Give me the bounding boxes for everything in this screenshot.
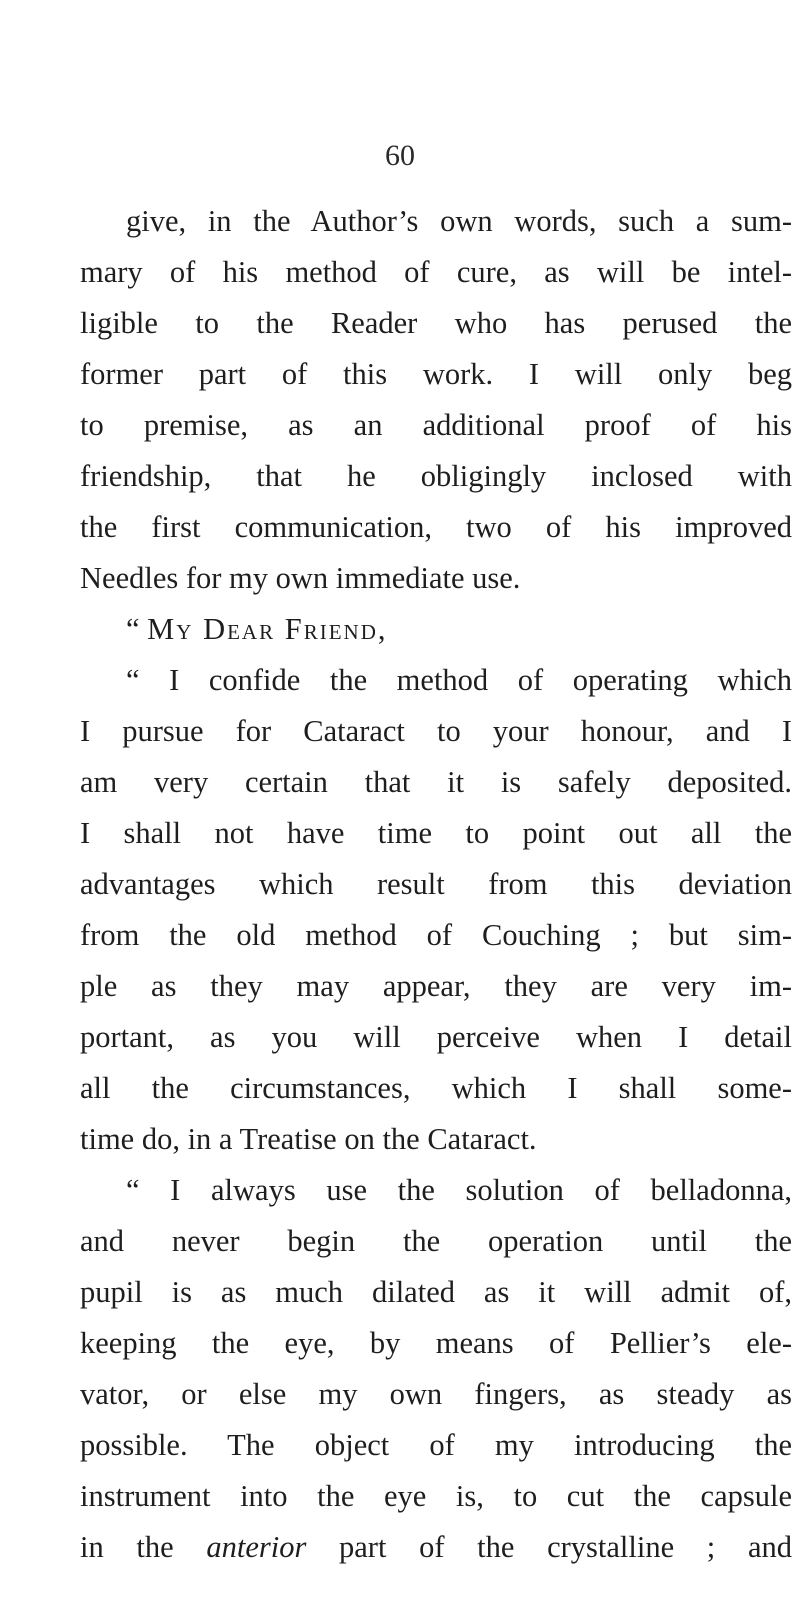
text-line: mary of his method of cure, as will be intel- bbox=[80, 255, 792, 289]
text-line: advantages which result from this deviation bbox=[80, 867, 792, 901]
text-line: time do, in a Treatise on the Cataract. bbox=[80, 1122, 537, 1156]
text-line: pupil is as much dilated as it will admit of, bbox=[80, 1275, 792, 1309]
text-line: and never begin the operation until the bbox=[80, 1224, 792, 1258]
page-number: 60 bbox=[385, 139, 415, 172]
text-line: give, in the Author’s own words, such a sum- bbox=[126, 204, 792, 238]
text-line: vator, or else my own fingers, as steady as bbox=[80, 1377, 792, 1411]
salutation-text: My Dear Friend, bbox=[147, 612, 388, 646]
text-line: am very certain that it is safely deposited. bbox=[80, 765, 792, 799]
text-line: possible. The object of my introducing the bbox=[80, 1428, 792, 1462]
text-line: instrument into the eye is, to cut the capsule bbox=[80, 1479, 792, 1513]
text-line: “ I confide the method of operating which bbox=[126, 663, 792, 697]
italic-word: anterior bbox=[206, 1530, 307, 1564]
text-line: ligible to the Reader who has perused the bbox=[80, 306, 792, 340]
text-line: the first communication, two of his improved bbox=[80, 510, 792, 544]
text-line: from the old method of Couching ; but sim- bbox=[80, 918, 792, 952]
text-fragment: in the bbox=[80, 1530, 207, 1564]
letter-salutation bbox=[80, 604, 792, 655]
text-fragment: part of the crystalline ; and bbox=[306, 1530, 792, 1564]
text-line: I pursue for Cataract to your honour, and I bbox=[80, 714, 792, 748]
text-line: portant, as you will perceive when I detail bbox=[80, 1020, 792, 1054]
text-line: keeping the eye, by means of Pellier’s ele- bbox=[80, 1326, 792, 1360]
text-line bbox=[80, 1522, 792, 1573]
text-line: to premise, as an additional proof of his bbox=[80, 408, 792, 442]
text-line: Needles for my own immediate use. bbox=[80, 561, 521, 595]
body-text bbox=[80, 196, 792, 1573]
open-quote: “ bbox=[126, 612, 140, 646]
text-line: ple as they may appear, they are very im- bbox=[80, 969, 792, 1003]
text-line: “ I always use the solution of belladonna, bbox=[126, 1173, 792, 1207]
text-line: former part of this work. I will only beg bbox=[80, 357, 792, 391]
text-line: friendship, that he obligingly inclosed with bbox=[80, 459, 792, 493]
text-line: all the circumstances, which I shall some- bbox=[80, 1071, 792, 1105]
text-line: I shall not have time to point out all the bbox=[80, 816, 792, 850]
